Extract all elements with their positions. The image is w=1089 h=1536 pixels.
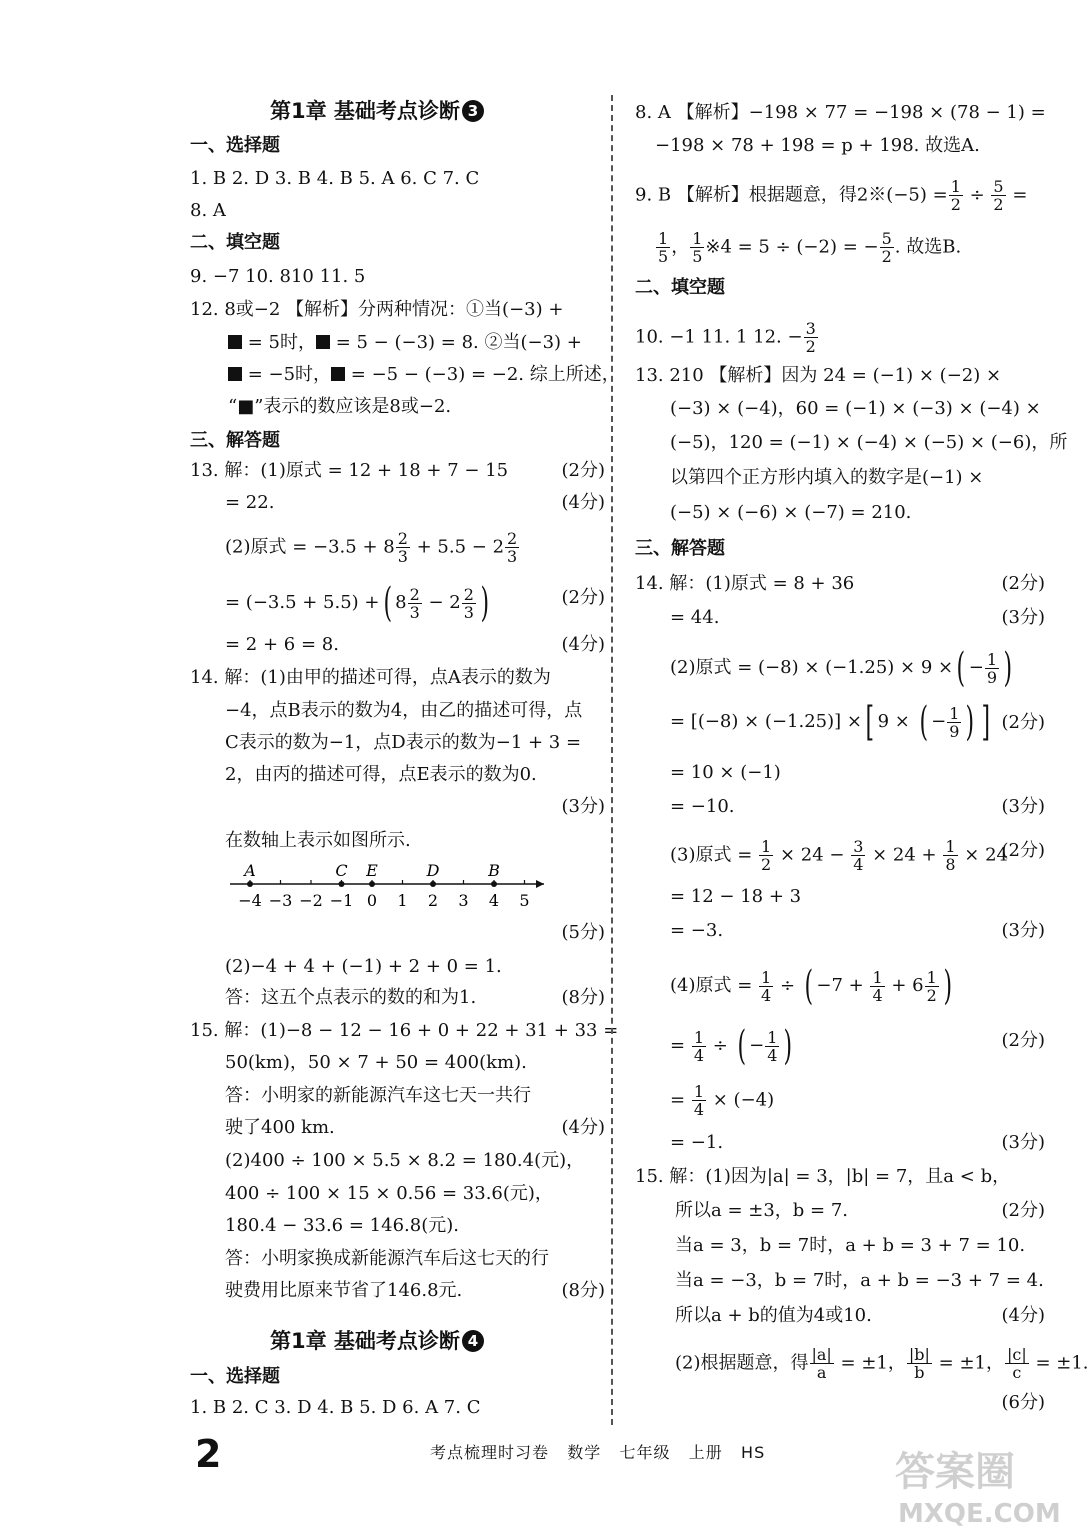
answer-line: 答：小明家换成新能源汽车后这七天的行	[225, 1248, 549, 1269]
score: (3分)	[561, 796, 605, 817]
math-line: (2)根据题意，得 $\frac{|a|}{a}$ = ±1， $\frac{|b|}{b}$ = ±1， $\frac{|c|}{c}$ = ±1.	[675, 1345, 1089, 1382]
math-line: $\frac{1}{5}$ ， $\frac{1}{5}$ ※4 = 5 ÷ (−2) = − $\frac{5}{2}$ . 故选B.	[658, 229, 962, 266]
answer-line: (−5) × (−6) × (−7) = 210.	[670, 502, 912, 523]
math-line: = [(−8) × (−1.25)] ×[ 9 × ( − $\frac{1}{9}$ ) ]	[670, 699, 991, 745]
answer-line: 12. 8或−2 【解析】分两种情况：①当(−3) +	[190, 299, 564, 320]
number-line-tick-label: −4	[238, 891, 262, 910]
answer-line: 50(km)，50 × 7 + 50 = 400(km).	[225, 1052, 527, 1073]
watermark-logo	[890, 1440, 1061, 1530]
answer-line: = 2 + 6 = 8.	[225, 634, 339, 655]
page-number: 2	[195, 1432, 222, 1476]
answer-line: (−3) × (−4)，60 = (−1) × (−3) × (−4) ×	[670, 398, 1041, 419]
math-line: = (−3.5 + 5.5) +( 8 $\frac{2}{3}$ − 2 $\frac{2}{3}$ )	[225, 580, 490, 626]
heading-solve: 三、解答题	[190, 430, 280, 451]
number-line-point-label: D	[426, 861, 440, 880]
score: (6分)	[1001, 1392, 1045, 1413]
answer-line: = −10.	[670, 796, 735, 817]
answer-line: 1. B 2. D 3. B 4. B 5. A 6. C 7. C	[190, 168, 480, 189]
svg-text:答案圈: 答案圈	[895, 1449, 1015, 1495]
score: (2分)	[1001, 1200, 1045, 1221]
answer-line: 在数轴上表示如图所示.	[225, 830, 411, 851]
answer-line: 答：小明家的新能源汽车这七天一共行	[225, 1085, 531, 1106]
number-line-point	[491, 881, 497, 887]
math-line: = $\frac{1}{4}$ × (−4)	[670, 1082, 775, 1119]
answer-line: = −5时， = −5 − (−3) = −2. 综上所述，	[228, 362, 620, 388]
answer-line: (−5)，120 = (−1) × (−4) × (−5) × (−6)，所	[670, 432, 1068, 453]
answer-line: = −3.	[670, 920, 724, 941]
score: (8分)	[561, 1280, 605, 1301]
answer-line: = 12 − 18 + 3	[670, 886, 802, 907]
math-line: (2)原式 = −3.5 + 8 $\frac{2}{3}$ + 5.5 − 2 $\frac{2}{3}$	[225, 529, 518, 566]
footer-book-title: 考点梳理时习卷 数学 七年级 上册 HS	[430, 1443, 766, 1462]
number-line-point-label: A	[244, 861, 256, 880]
score: (2分)	[561, 587, 605, 608]
number-line-point-label: C	[335, 861, 348, 880]
answer-line: = 5时， = 5 − (−3) = 8. ②当(−3) +	[228, 330, 582, 356]
column-divider	[611, 95, 613, 1425]
section-title-3: 第1章 基础考点诊断 3	[270, 98, 484, 124]
math-line: (2)原式 = (−8) × (−1.25) × 9 ×( − $\frac{1}{9}$ )	[670, 645, 1013, 691]
number-line-point-label: E	[366, 861, 378, 880]
number-line-tick-label: −2	[299, 891, 323, 910]
number-line-point	[247, 881, 253, 887]
number-line-point	[339, 881, 345, 887]
svg-text:MXQE.COM: MXQE.COM	[898, 1499, 1061, 1529]
score: (4分)	[561, 634, 605, 655]
answer-line: C表示的数为−1，点D表示的数为−1 + 3 =	[225, 732, 582, 753]
answer-line: 所以a + b的值为4或10.	[675, 1305, 872, 1326]
number-line-arrow	[536, 880, 544, 888]
answer-line: “■”表示的数应该是8或−2.	[228, 396, 452, 417]
math-line: (3)原式 = $\frac{1}{2}$ × 24 − $\frac{3}{4}$ × 24 + $\frac{1}{8}$ × 24	[670, 837, 1008, 874]
answer-line: 180.4 − 33.6 = 146.8(元).	[225, 1215, 459, 1236]
score: (2分)	[561, 460, 605, 481]
number-line-tick-label: 2	[427, 891, 439, 910]
answer-line: 驶了400 km.	[225, 1117, 335, 1138]
score: (5分)	[561, 922, 605, 943]
answer-line: −198 × 78 + 198 = p + 198. 故选A.	[655, 135, 980, 156]
number-line-tick-label: 5	[519, 891, 530, 910]
answer-line: 15. 解：(1)−8 − 12 − 16 + 0 + 22 + 31 + 33 =	[190, 1020, 619, 1041]
number-line-point	[430, 881, 436, 887]
score: (3分)	[1001, 920, 1045, 941]
math-line: 10. −1 11. 1 12. − $\frac{3}{2}$	[635, 319, 816, 356]
number-line-figure	[190, 858, 550, 918]
heading-fill: 二、填空题	[635, 277, 725, 298]
number-line-tick-label: −3	[268, 891, 293, 910]
answer-line: 8. A 【解析】−198 × 77 = −198 × (78 − 1) =	[635, 102, 1046, 123]
answer-line: 1. B 2. C 3. D 4. B 5. D 6. A 7. C	[190, 1397, 481, 1418]
score: (3分)	[1001, 796, 1045, 817]
answer-line: 2，由丙的描述可得，点E表示的数为0.	[225, 764, 537, 785]
score: (2分)	[1001, 712, 1045, 733]
answer-line: = 22.	[225, 492, 275, 513]
score: (2分)	[1001, 573, 1045, 594]
answer-line: = 44.	[670, 607, 720, 628]
number-line-point	[369, 881, 375, 887]
heading-choice-2: 一、选择题	[190, 1366, 280, 1387]
heading-choice: 一、选择题	[190, 135, 280, 156]
number-line-tick-label: 0	[366, 891, 378, 910]
answer-line: 13. 210 【解析】因为 24 = (−1) × (−2) ×	[635, 365, 1002, 386]
heading-solve: 三、解答题	[635, 538, 725, 559]
answer-line: 当a = −3，b = 7时，a + b = −3 + 7 = 4.	[675, 1270, 1044, 1291]
answer-line: (2)−4 + 4 + (−1) + 2 + 0 = 1.	[225, 956, 502, 977]
score: (4分)	[1001, 1305, 1045, 1326]
answer-line: 15. 解：(1)因为|a| = 3，|b| = 7，且a < b，	[635, 1166, 1011, 1187]
answer-line: (2)400 ÷ 100 × 5.5 × 8.2 = 180.4(元)，	[225, 1150, 585, 1171]
answer-line: 400 ÷ 100 × 15 × 0.56 = 33.6(元)，	[225, 1183, 553, 1204]
answer-line: 当a = 3，b = 7时，a + b = 3 + 7 = 10.	[675, 1235, 1026, 1256]
score: (2分)	[1001, 1030, 1045, 1051]
score: (3分)	[1001, 1132, 1045, 1153]
number-line-tick-label: 1	[397, 891, 408, 910]
answer-line: 8. A	[190, 200, 226, 221]
math-line: 9. B 【解析】根据题意，得2※(−5) = $\frac{1}{2}$ ÷ $\frac{5}{2}$ =	[635, 177, 1028, 214]
answer-line: 所以a = ±3，b = 7.	[675, 1200, 849, 1221]
score: (4分)	[561, 492, 605, 513]
score: (2分)	[1001, 840, 1045, 861]
answer-line: 13. 解：(1)原式 = 12 + 18 + 7 − 15	[190, 460, 509, 481]
number-line-tick-label: −1	[329, 891, 354, 910]
section-title-4: 第1章 基础考点诊断 4	[270, 1328, 484, 1354]
answer-line: = −1.	[670, 1132, 724, 1153]
heading-fill: 二、填空题	[190, 232, 280, 253]
number-line-tick-label: 3	[458, 891, 469, 910]
answer-line: 14. 解：(1)由甲的描述可得，点A表示的数为	[190, 667, 551, 688]
score: (3分)	[1001, 607, 1045, 628]
score: (4分)	[561, 1117, 605, 1138]
number-line-point-label: B	[488, 861, 500, 880]
answer-line: 以第四个正方形内填入的数字是(−1) ×	[670, 467, 984, 488]
answer-line: 14. 解：(1)原式 = 8 + 36	[635, 573, 855, 594]
answer-line: 驶费用比原来节省了146.8元.	[225, 1280, 463, 1301]
answer-line: 答：这五个点表示的数的和为1.	[225, 987, 477, 1008]
answer-line: 9. −7 10. 810 11. 5	[190, 266, 366, 287]
math-line: (4)原式 = $\frac{1}{4}$ ÷ ( −7 + $\frac{1}{4}$ + 6 $\frac{1}{2}$ )	[670, 963, 952, 1009]
answer-line: −4，点B表示的数为4，由乙的描述可得，点	[225, 700, 583, 721]
math-line: = $\frac{1}{4}$ ÷ ( − $\frac{1}{4}$ )	[670, 1023, 793, 1069]
number-line-tick-label: 4	[488, 891, 500, 910]
score: (8分)	[561, 987, 605, 1008]
answer-line: = 10 × (−1)	[670, 762, 781, 783]
